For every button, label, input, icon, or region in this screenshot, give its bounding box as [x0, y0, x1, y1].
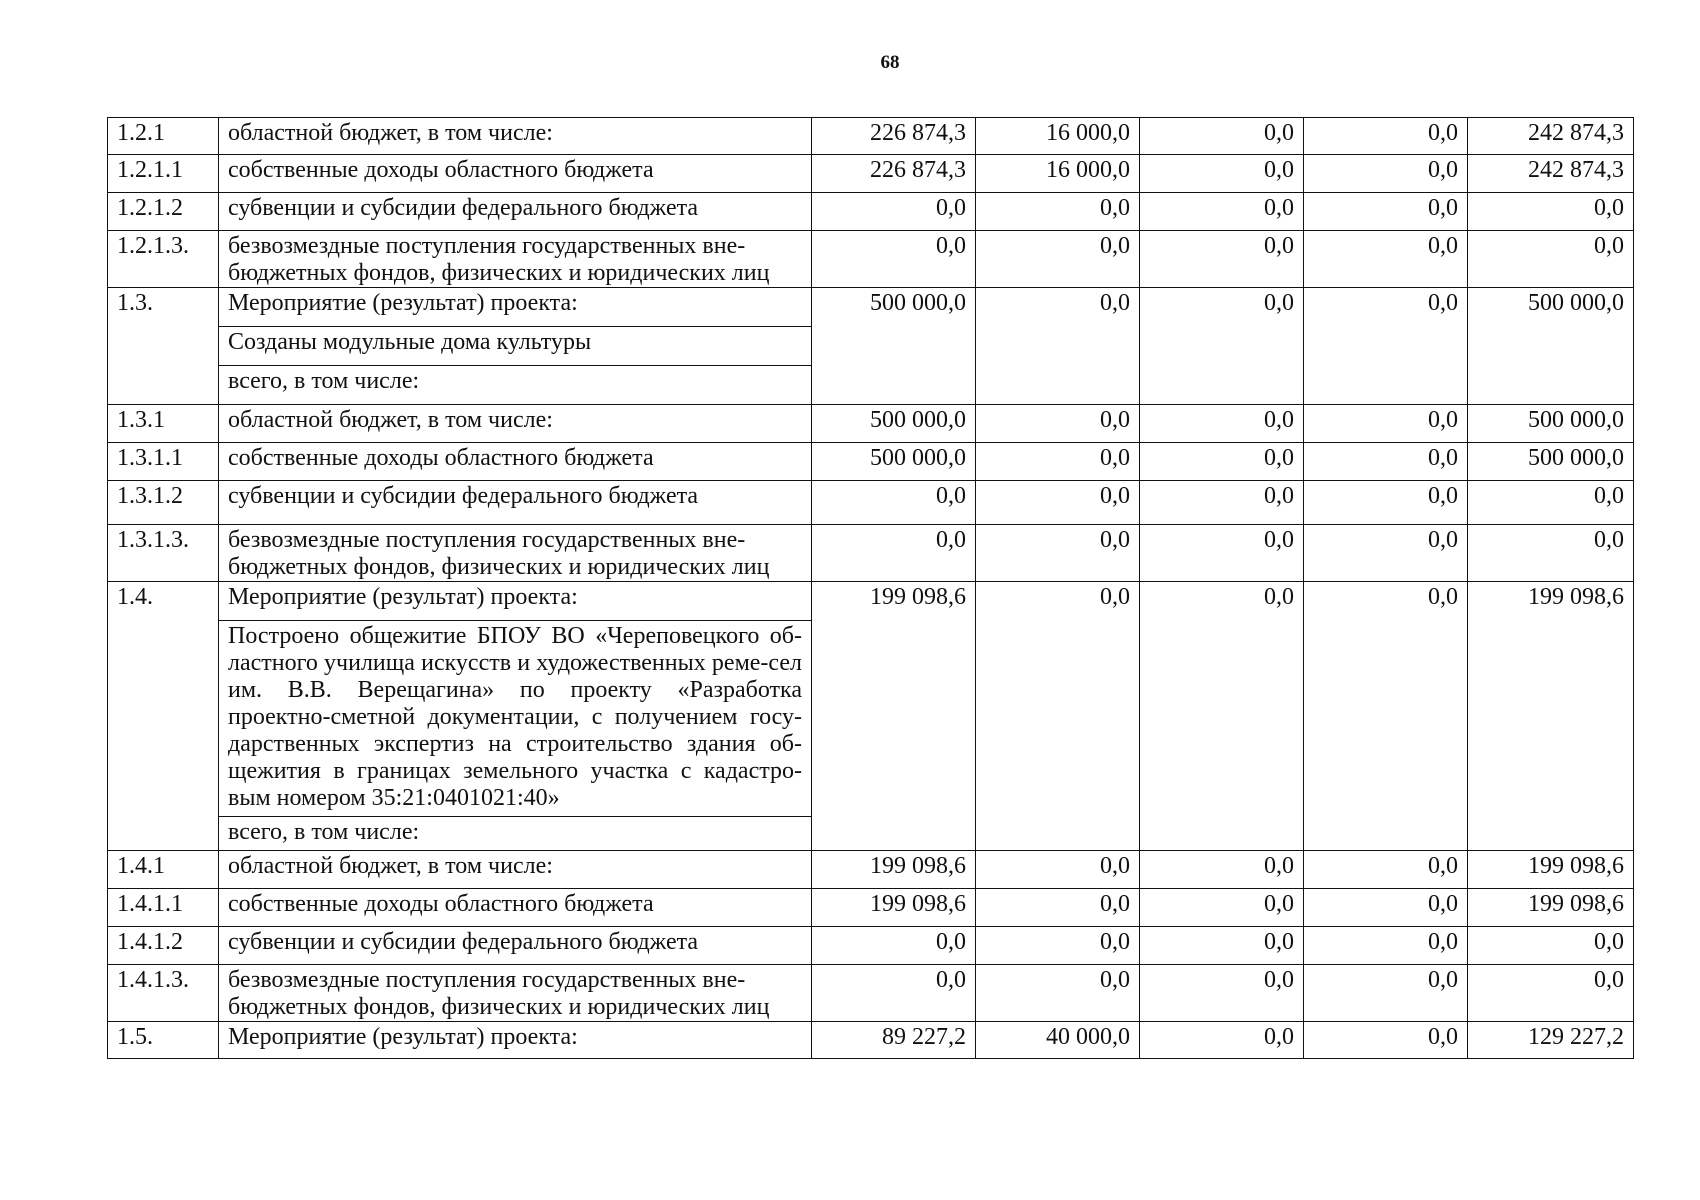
table-row [108, 155, 1634, 193]
table-row [108, 889, 1634, 927]
value-cell: 0,0 [1304, 193, 1468, 231]
value-cell: 500 000,0 [812, 288, 976, 405]
value-cell: 0,0 [976, 231, 1140, 288]
value-cell: 0,0 [1304, 927, 1468, 965]
value-cell: 16 000,0 [976, 155, 1140, 193]
row-code: 1.3.1 [108, 405, 219, 443]
value-cell: 0,0 [976, 405, 1140, 443]
value-cell: 0,0 [976, 193, 1140, 231]
row-label: областной бюджет, в том числе: [219, 405, 812, 443]
total-cell: 0,0 [1468, 231, 1634, 288]
value-cell: 0,0 [1140, 851, 1304, 889]
value-cell: 0,0 [1140, 288, 1304, 405]
row-label: безвозмездные поступления государственных вне-бюджетных фондов, физических и юридических лиц [219, 965, 812, 1022]
value-cell: 0,0 [812, 481, 976, 525]
value-cell: 0,0 [976, 889, 1140, 927]
row-label: собственные доходы областного бюджета [219, 889, 812, 927]
value-cell: 0,0 [1304, 155, 1468, 193]
value-cell: 199 098,6 [812, 851, 976, 889]
value-cell: 226 874,3 [812, 118, 976, 155]
total-cell: 500 000,0 [1468, 288, 1634, 405]
total-cell: 0,0 [1468, 965, 1634, 1022]
value-cell: 0,0 [976, 288, 1140, 405]
value-cell: 0,0 [1140, 405, 1304, 443]
total-cell: 0,0 [1468, 927, 1634, 965]
row-label: Мероприятие (результат) проекта: [219, 288, 812, 327]
value-cell: 500 000,0 [812, 405, 976, 443]
value-cell: 0,0 [1140, 927, 1304, 965]
table-row [108, 1022, 1634, 1059]
value-cell: 0,0 [1140, 443, 1304, 481]
row-code: 1.5. [108, 1022, 219, 1059]
value-cell: 0,0 [1304, 889, 1468, 927]
value-cell: 0,0 [812, 965, 976, 1022]
value-cell: 0,0 [1140, 155, 1304, 193]
value-cell: 0,0 [812, 193, 976, 231]
row-label: безвозмездные поступления государственных вне-бюджетных фондов, физических и юридических лиц [219, 525, 812, 582]
row-subtotal-label: всего, в том числе: [219, 817, 812, 851]
value-cell: 0,0 [1140, 231, 1304, 288]
value-cell: 0,0 [812, 927, 976, 965]
table-row [108, 927, 1634, 965]
table-row [108, 405, 1634, 443]
row-code: 1.2.1.3. [108, 231, 219, 288]
total-cell: 199 098,6 [1468, 582, 1634, 851]
value-cell: 0,0 [1304, 582, 1468, 851]
value-cell: 89 227,2 [812, 1022, 976, 1059]
total-cell: 500 000,0 [1468, 405, 1634, 443]
value-cell: 0,0 [812, 525, 976, 582]
row-label: собственные доходы областного бюджета [219, 155, 812, 193]
total-cell: 0,0 [1468, 481, 1634, 525]
total-cell: 129 227,2 [1468, 1022, 1634, 1059]
value-cell: 0,0 [1304, 405, 1468, 443]
value-cell: 0,0 [1140, 193, 1304, 231]
row-subtotal-label: всего, в том числе: [219, 366, 812, 405]
value-cell: 500 000,0 [812, 443, 976, 481]
value-cell: 0,0 [1140, 525, 1304, 582]
value-cell: 199 098,6 [812, 582, 976, 851]
result-description: Построено общежитие БПОУ ВО «Череповецкого об-ластного училища искусств и художественных реме-сел им. В.В. Верещагина» по проекту «Разработка проектно-сметной документации, с получением госу-дарственных экспертиз на строительство здания об-щежития в границах земельного участка с кадастро-вым номером 35:21:0401021:40» [219, 621, 812, 817]
value-cell: 0,0 [1140, 889, 1304, 927]
row-label: областной бюджет, в том числе: [219, 118, 812, 155]
row-code: 1.4.1.1 [108, 889, 219, 927]
total-cell: 0,0 [1468, 525, 1634, 582]
row-label: областной бюджет, в том числе: [219, 851, 812, 889]
value-cell: 0,0 [976, 481, 1140, 525]
value-cell: 0,0 [1304, 481, 1468, 525]
row-label: Мероприятие (результат) проекта: [219, 1022, 812, 1059]
total-cell: 0,0 [1468, 193, 1634, 231]
row-code: 1.4.1 [108, 851, 219, 889]
value-cell: 0,0 [1304, 1022, 1468, 1059]
budget-table [107, 117, 1634, 1059]
value-cell: 0,0 [812, 231, 976, 288]
row-label: субвенции и субсидии федерального бюджета [219, 481, 812, 525]
page-number: 68 [880, 52, 900, 73]
value-cell: 0,0 [976, 443, 1140, 481]
row-label: субвенции и субсидии федерального бюджета [219, 193, 812, 231]
value-cell: 0,0 [1304, 965, 1468, 1022]
row-code: 1.2.1 [108, 118, 219, 155]
row-label: безвозмездные поступления государственных вне-бюджетных фондов, физических и юридических лиц [219, 231, 812, 288]
value-cell: 40 000,0 [976, 1022, 1140, 1059]
total-cell: 500 000,0 [1468, 443, 1634, 481]
value-cell: 0,0 [1304, 118, 1468, 155]
table-row [108, 193, 1634, 231]
value-cell: 0,0 [976, 965, 1140, 1022]
value-cell: 0,0 [1140, 118, 1304, 155]
value-cell: 0,0 [1140, 965, 1304, 1022]
row-code: 1.3.1.3. [108, 525, 219, 582]
table-row [108, 231, 1634, 288]
row-code: 1.4. [108, 582, 219, 851]
row-code: 1.3.1.2 [108, 481, 219, 525]
result-description: Созданы модульные дома культуры [219, 327, 812, 366]
value-cell: 0,0 [976, 927, 1140, 965]
value-cell: 199 098,6 [812, 889, 976, 927]
total-cell: 199 098,6 [1468, 889, 1634, 927]
row-label: собственные доходы областного бюджета [219, 443, 812, 481]
table-row [108, 443, 1634, 481]
total-cell: 242 874,3 [1468, 155, 1634, 193]
row-code: 1.3.1.1 [108, 443, 219, 481]
row-code: 1.4.1.3. [108, 965, 219, 1022]
row-code: 1.4.1.2 [108, 927, 219, 965]
row-code: 1.3. [108, 288, 219, 405]
value-cell: 0,0 [1304, 851, 1468, 889]
value-cell: 0,0 [1140, 481, 1304, 525]
value-cell: 0,0 [1304, 231, 1468, 288]
value-cell: 0,0 [1140, 582, 1304, 851]
row-label: Мероприятие (результат) проекта: [219, 582, 812, 621]
table-row [108, 965, 1634, 1022]
value-cell: 226 874,3 [812, 155, 976, 193]
value-cell: 0,0 [1304, 288, 1468, 405]
value-cell: 0,0 [976, 582, 1140, 851]
table-row [108, 525, 1634, 582]
row-code: 1.2.1.2 [108, 193, 219, 231]
value-cell: 0,0 [976, 525, 1140, 582]
table-row [108, 118, 1634, 155]
value-cell: 16 000,0 [976, 118, 1140, 155]
table-row [108, 851, 1634, 889]
value-cell: 0,0 [1140, 1022, 1304, 1059]
total-cell: 242 874,3 [1468, 118, 1634, 155]
table-row [108, 582, 1634, 621]
row-label: субвенции и субсидии федерального бюджета [219, 927, 812, 965]
value-cell: 0,0 [1304, 525, 1468, 582]
table-row [108, 481, 1634, 525]
table-row [108, 288, 1634, 327]
total-cell: 199 098,6 [1468, 851, 1634, 889]
value-cell: 0,0 [1304, 443, 1468, 481]
value-cell: 0,0 [976, 851, 1140, 889]
row-code: 1.2.1.1 [108, 155, 219, 193]
